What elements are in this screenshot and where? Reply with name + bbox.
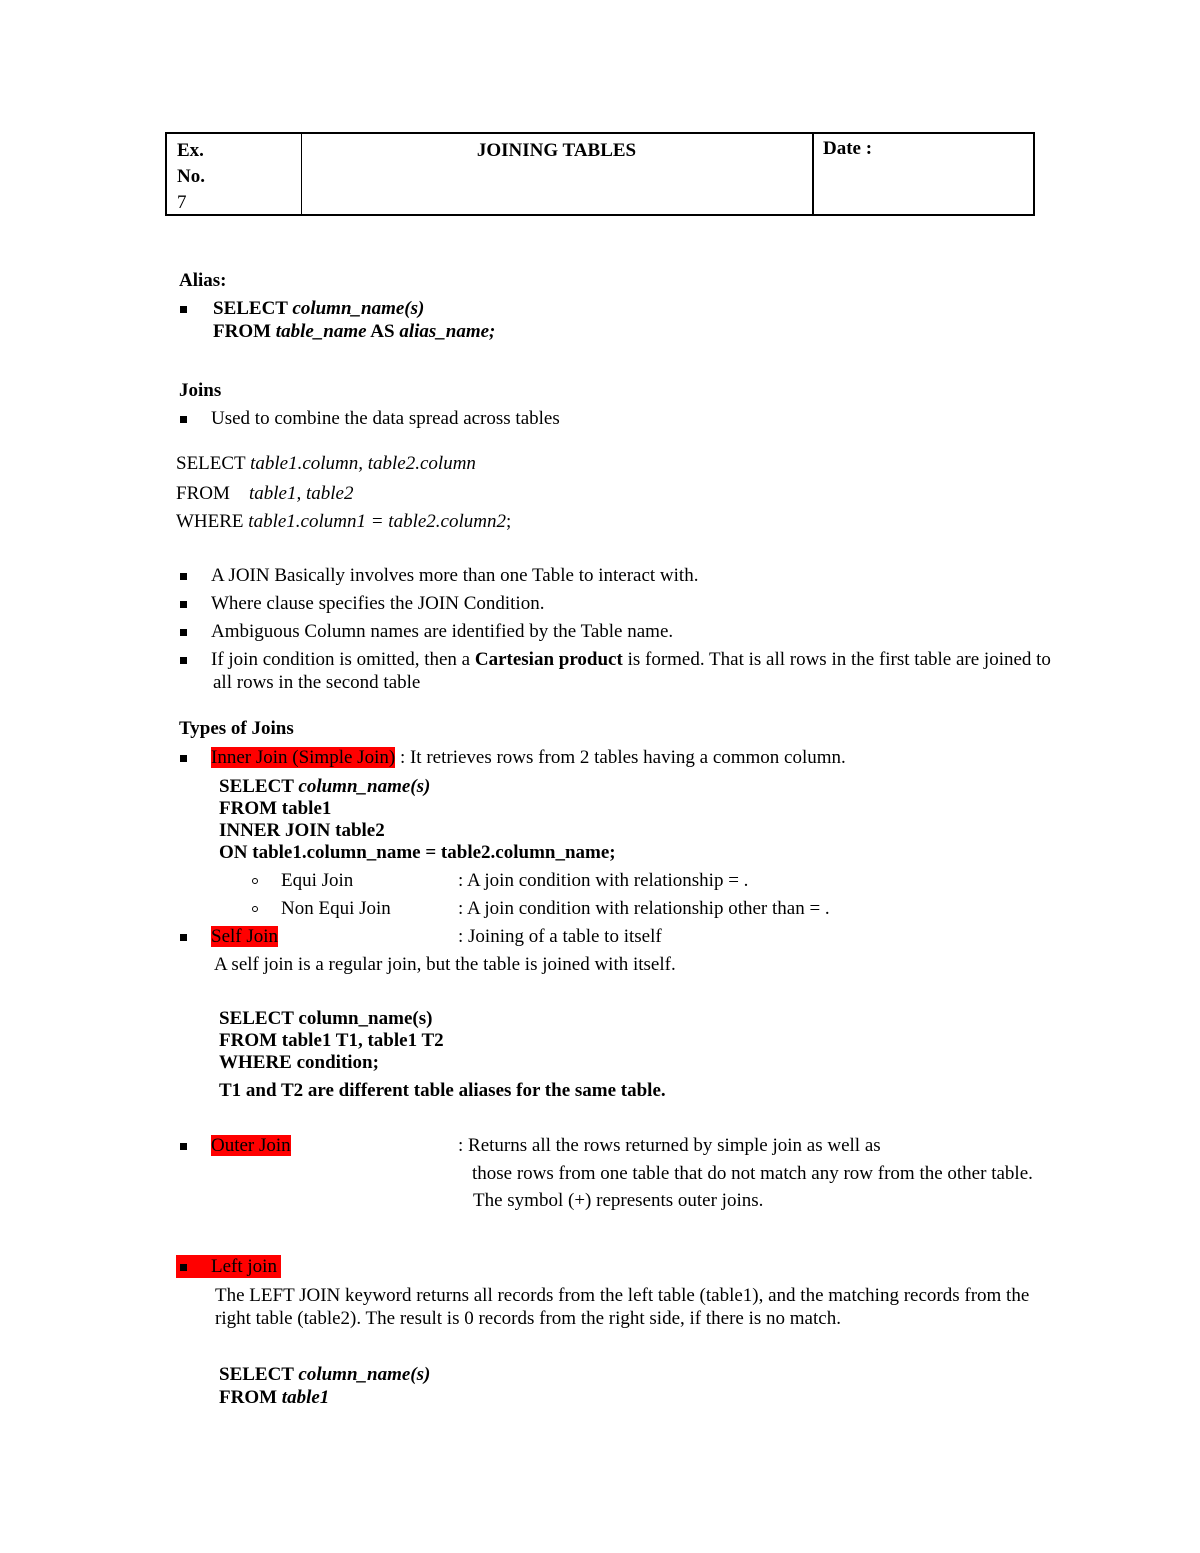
left-join-explain-1: The LEFT JOIN keyword returns all records from the left table (table1), and the matching records from the [215,1285,1030,1306]
inner-join-line [211,746,846,769]
syntax-where-condition: table1.column1 = table2.column2 [248,511,506,532]
join-point-2: Where clause specifies the JOIN Condition. [211,593,545,614]
bullet-icon [180,934,187,941]
self-sql-where: WHERE condition; [219,1052,379,1073]
left-select-arg: column_name(s) [298,1364,431,1385]
joins-purpose: Used to combine the data spread across tables [211,408,560,429]
alias-from-table: table_name [275,321,367,342]
cartesian-post: is formed. That is all rows in the first table are joined to [622,649,1051,670]
self-join-explain: A self join is a regular join, but the table is joined with itself. [214,954,676,975]
circle-bullet-icon [252,878,258,884]
self-join-desc: : Joining of a table to itself [458,926,662,947]
date-label: Date : [823,138,873,159]
outer-join-line [211,1134,291,1157]
equi-join-desc: : A join condition with relationship = . [458,870,749,891]
left-select-keyword: SELECT [219,1364,299,1385]
left-join-explain-2: right table (table2). The result is 0 records from the right side, if there is no match. [215,1308,841,1329]
cartesian-line-1 [211,648,1051,671]
bullet-icon [180,573,187,580]
bullet-icon [180,306,187,313]
bullet-icon [180,416,187,423]
inner-sql-select [219,775,430,798]
cartesian-line-2: all rows in the second table [213,672,421,693]
syntax-from-keyword: FROM [176,483,230,504]
left-sql-from [219,1386,329,1409]
no-label: No. [177,166,205,187]
page-title: JOINING TABLES [476,140,637,161]
left-from-arg: table1 [281,1387,330,1408]
left-from-keyword: FROM [219,1387,282,1408]
non-equi-join-desc: : A join condition with relationship other than = . [458,898,830,919]
syntax-from-tables: table1, table2 [249,483,354,504]
joins-heading: Joins [179,380,222,401]
join-point-3: Ambiguous Column names are identified by the Table name. [211,621,674,642]
outer-join-desc-2: those rows from one table that do not match any row from the other table. [472,1163,1033,1184]
syntax-select-keyword: SELECT [176,453,251,474]
joins-syntax-from [176,482,230,505]
bullet-icon [180,629,187,636]
alias-heading: Alias: [179,270,227,291]
title-cell [301,134,814,214]
bullet-icon [180,657,187,664]
inner-sql-join: INNER JOIN table2 [219,820,385,841]
join-point-1: A JOIN Basically involves more than one Table to interact with. [211,565,699,586]
inner-select-keyword: SELECT [219,776,299,797]
inner-select-arg: column_name(s) [298,776,431,797]
syntax-where-keyword: WHERE [176,511,249,532]
outer-join-desc-3: The symbol (+) represents outer joins. [473,1190,764,1211]
self-join-line [211,925,278,948]
bullet-icon [180,755,187,762]
ex-label: Ex. [177,140,204,161]
alias-from-keyword: FROM [213,321,276,342]
outer-join-label: Outer Join [211,1135,291,1156]
cartesian-pre: If join condition is omitted, then a [211,649,475,670]
syntax-where-end: ; [505,511,512,532]
alias-select-keyword: SELECT [213,298,293,319]
inner-join-label: Inner Join (Simple Join) [211,747,396,768]
joins-syntax-where [176,510,511,533]
joins-syntax-select [176,452,476,475]
self-join-note: T1 and T2 are different table aliases for the same table. [219,1080,666,1101]
bullet-icon [180,1143,187,1150]
equi-join-name: Equi Join [281,870,354,891]
outer-join-desc-1: : Returns all the rows returned by simple join as well as [458,1135,881,1156]
inner-sql-on: ON table1.column_name = table2.column_name; [219,842,616,863]
circle-bullet-icon [252,906,258,912]
left-join-label: Left join [211,1256,277,1277]
bullet-icon [180,601,187,608]
syntax-select-cols: table1.column, table2.column [250,453,476,474]
self-join-label: Self Join [211,926,279,947]
alias-as-keyword: AS [366,321,400,342]
alias-select-arg: column_name(s) [292,298,425,319]
self-sql-from: FROM table1 T1, table1 T2 [219,1030,444,1051]
bullet-icon [180,1264,187,1271]
inner-join-desc: : It retrieves rows from 2 tables having a common column. [395,747,846,768]
left-sql-select [219,1363,430,1386]
ex-number-value: 7 [177,192,187,213]
exercise-number-cell [167,134,302,214]
inner-sql-from: FROM table1 [219,798,332,819]
types-heading: Types of Joins [179,718,294,739]
date-cell [813,134,1033,214]
self-sql-select: SELECT column_name(s) [219,1008,433,1029]
cartesian-bold: Cartesian product [474,649,623,670]
alias-name: alias_name; [399,321,496,342]
exercise-number [177,138,205,216]
alias-select-line [213,297,424,320]
header-table [165,132,1035,216]
alias-from-line [213,320,495,343]
non-equi-join-name: Non Equi Join [281,898,391,919]
